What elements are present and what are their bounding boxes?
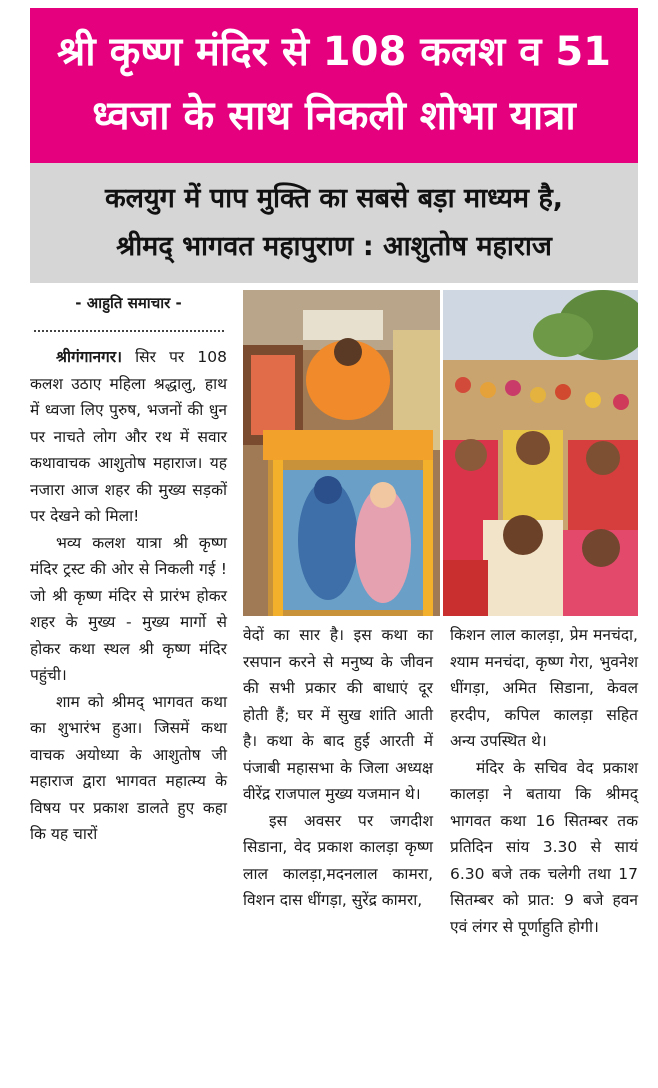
article-paragraph: इस अवसर पर जगदीश सिडाना, वेद प्रकाश कालड़ा कृष्ण लाल कालड़ा,मदनलाल कामरा, विशन दास धींगड़ा, सुरेंद्र कामरा, xyxy=(243,811,433,909)
paragraph-text: सिर पर 108 कलश उठाए महिला श्रद्धालु, हाथ में ध्वजा लिए पुरुष, भजनों की धुन पर नाचते लोग और रथ में सवार कथावाचक आशुतोष महाराज। यह नजारा आज शहर की मुख्य सड़कों पर देखने को मिला! xyxy=(30,348,227,525)
article-column-3 xyxy=(450,622,638,940)
headline-banner xyxy=(30,8,638,163)
subheadline-line-1: कलयुग में पाप मुक्ति का सबसे बड़ा माध्यम है, xyxy=(104,183,564,214)
kicker-divider xyxy=(34,330,224,332)
photo-kalash-yatra-procession xyxy=(443,290,638,616)
article-paragraph xyxy=(30,344,227,530)
headline-line-2: ध्वजा के साथ निकली शोभा यात्रा xyxy=(92,93,576,139)
article-column-2 xyxy=(243,622,433,914)
article-paragraph: वेदों का सार है। इस कथा का रसपान करने से मनुष्य के जीवन की सभी प्रकार की बाधाएं दूर होती हैं; घर में सुख शांति आती है। कथा के बाद हुई आरती में पंजाबी महासभा के जिला अध्यक्ष वीरेंद्र राजपाल मुख्य यजमान थे। xyxy=(243,626,433,803)
subheadline-line-2: श्रीमद् भागवत महापुराण : आशुतोष महाराज xyxy=(116,231,552,262)
dateline: श्रीगंगानगर। xyxy=(56,348,122,366)
news-agency-kicker: - आहुति समाचार - xyxy=(75,294,182,312)
article-column-1 xyxy=(30,290,227,848)
photo-kathavachak-illustration xyxy=(243,290,440,616)
article-paragraph: भव्य कलश यात्रा श्री कृष्ण मंदिर ट्रस्ट की ओर से निकली गई ! जो श्री कृष्ण मंदिर से प्रारंभ होकर शहर के मुख्य - मुख्य मार्गो से होकर कथा स्थल श्री कृष्ण मंदिर पहुंची। xyxy=(30,533,227,684)
headline-line-1: श्री कृष्ण मंदिर से 108 कलश व 51 xyxy=(56,29,612,75)
subheadline-banner xyxy=(30,163,638,283)
article-paragraph: शाम को श्रीमद् भागवत कथा का शुभारंभ हुआ। जिसमें कथा वाचक अयोध्या के आशुतोष जी महाराज द्वारा भागवत महात्म्य के विषय पर प्रकाश डालते हुए कहा कि यह चारों xyxy=(30,692,227,843)
photo-procession-illustration xyxy=(443,290,638,616)
article-paragraph: किशन लाल कालड़ा, प्रेम मनचंदा, श्याम मनचंदा, कृष्ण गेरा, भुवनेश धींगड़ा, अमित सिडाना, केवल हरदीप, कपिल कालड़ा सहित अन्य उपस्थित थे। xyxy=(450,626,638,750)
article-paragraph: मंदिर के सचिव वेद प्रकाश कालड़ा ने बताया कि श्रीमद् भागवत कथा 16 सितम्बर तक प्रतिदिन सांय 3.30 से सायं 6.30 बजे तक चलेगी तथा 17 सितम्बर को प्रात: 9 बजे हवन एवं लंगर से पूर्णाहुति होगी। xyxy=(450,758,638,936)
photo-kathavachak-on-chariot xyxy=(243,290,440,616)
